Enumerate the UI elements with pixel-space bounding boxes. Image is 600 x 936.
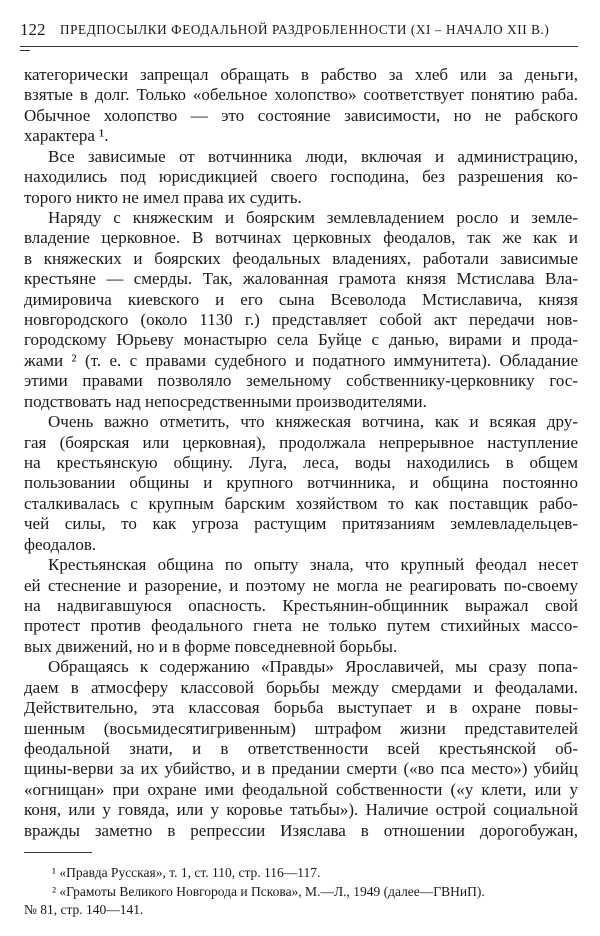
page-number: 122 [20,20,46,39]
text-line: жами ² (т. е. с правами судебного и податного иммунитета). Обладание [24,350,578,370]
text-line: Очень важно отметить, что княжеская вотчина, как и всякая дру- [48,412,578,432]
text-line: на крестьянскую общину. Луга, леса, воды находились в общем [24,453,578,473]
footnote: ¹ «Правда Русская», т. 1, ст. 110, стр. 116—117. [52,865,321,880]
text-line: находились под юрисдикцией своего господина, без разрешения ко- [24,167,578,187]
paragraph [24,208,578,412]
text-line: «огнищан» при охране ими феодальной собственности («у клети, или у [24,779,578,799]
text-line: даем в атмосферу классовой борьбы между смердами и феодалами. [24,677,578,697]
text-line: категорически запрещал обращать в рабство за хлеб или за деньги, [24,65,578,84]
text-line: вражды заметно в репрессии Изяслава в отношении дорогобужан, [24,820,578,840]
text-line: в княжеских и боярских феодальных владениях, работали зависимые [24,248,578,268]
text-line: на надвигавшуюся опасность. Крестьянин-общинник выражал свой [24,595,578,615]
paragraph [24,147,578,208]
header-rule-mark [20,50,30,51]
text-line: взятые в долг. Только «обельное холопство» соответствует понятию раба. [24,85,578,105]
text-line: Крестьянская община по опыту знала, что крупный феодал несет [48,555,578,575]
text-line: сталкивалась с крупным барским хозяйством то как поставщик рабо- [24,493,578,513]
running-title: ПРЕДПОСЫЛКИ ФЕОДАЛЬНОЙ РАЗДРОБЛЕННОСТИ (XI – НАЧАЛО XII В.) [60,22,550,37]
text-line: Обращаясь к содержанию «Правды» Ярославичей, мы сразу попа- [48,657,578,677]
text-line: димировича киевского и его сына Всеволода Мстиславича, князя [24,289,578,309]
text-line: Действительно, эта классовая борьба выступает и в охране повы- [24,698,578,718]
text-line: щины-верви за их убийство, и в предании смерти («во пса место») убийц [24,759,578,779]
text-line: шенным (восьмидесятигривенным) штрафом жизни представителей [24,718,578,738]
text-line: подствовать над непосредственными производителями. [24,391,427,411]
main-text [24,65,578,841]
header-rule [20,46,578,47]
text-line: крестьяне — смерды. Так, жалованная грамота князя Мстислава Вла- [24,269,578,289]
text-line: владение церковное. В вотчинах церковных феодалов, так же как и [24,228,578,248]
text-line: новгородского (около 1130 г.) представляет собой акт передачи нов- [24,310,578,330]
footnote: № 81, стр. 140—141. [24,902,144,917]
text-line: феодалов. [24,534,97,554]
text-line: городскому Юрьеву монастырю села Буйце с данью, вирами и прода- [24,330,578,350]
text-line: Все зависимые от вотчинника люди, включая и администрацию, [48,146,578,166]
footnotes [24,864,578,920]
text-line: характера ¹. [24,126,109,146]
text-line: торого никто не имел права их судить. [24,187,302,207]
text-line: вых движений, но и в форме повседневной борьбы. [24,636,398,656]
text-line: ей стеснение и разорение, и поэтому не могла не реагировать по-своему [24,575,578,595]
footnote: ² «Грамоты Великого Новгорода и Пскова», М.—Л., 1949 (далее—ГВНиП). [52,883,485,899]
text-line: гая (боярская или церковная), продолжала непрерывное наступление [24,432,578,452]
paragraph [24,412,578,555]
text-line: Обычное холопство — это состояние зависимости, но не рабского [24,105,578,125]
text-line: чей силы, то как угроза растущим притязаниям землевладельцев- [24,514,578,534]
running-header [20,18,578,42]
footnote-separator [24,852,92,853]
text-line: коня, или у говяда, или у коровье татьбы»). Наличие острой социальной [24,800,578,820]
paragraph [24,65,578,147]
paragraph [24,657,578,841]
text-line: Наряду с княжеским и боярским землевладением росло и земле- [48,207,578,227]
text-line: пользовании общины и крупного вотчинника, и община постоянно [24,473,578,493]
text-line: этими правами позволяло земельному собственнику-церковнику гос- [24,371,578,391]
text-line: протест против феодального гнета не только путем стихийных массо- [24,616,578,636]
paragraph [24,555,578,657]
text-line: феодальной знати, и в ответственности всей крестьянской об- [24,738,578,758]
